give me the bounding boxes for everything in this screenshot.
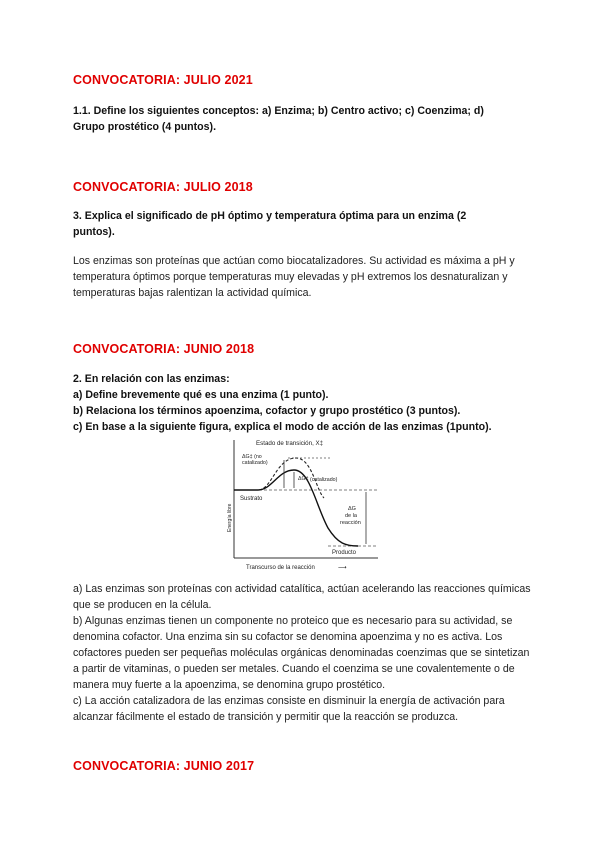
y-axis-label: Energía libre xyxy=(227,503,233,532)
uncatalyzed-label: ΔG‡ (no xyxy=(242,454,262,460)
x-axis-arrow-icon: ⟶ xyxy=(338,565,347,571)
question-line: 2. En relación con las enzimas: xyxy=(73,373,230,385)
catalyzed-tag: (catalizado) xyxy=(310,477,338,483)
product-label: Producto xyxy=(332,550,357,556)
energy-diagram xyxy=(228,436,380,572)
transition-label: Estado de transición, X‡ xyxy=(256,440,324,447)
section-heading: CONVOCATORIA: JULIO 2021 xyxy=(73,73,253,87)
x-axis-label: Transcurso de la reacción xyxy=(246,565,315,571)
enzyme-energy-figure xyxy=(228,436,380,572)
question-text: 3. Explica el significado de pH óptimo y temperatura óptima para un enzima (2 puntos). xyxy=(73,210,467,238)
catalyzed-label: ΔG‡ xyxy=(298,476,309,482)
question-line: c) En base a la siguiente figura, explica el modo de acción de las enzimas (1punto). xyxy=(73,421,492,433)
section-heading: CONVOCATORIA: JULIO 2018 xyxy=(73,180,253,194)
question-line: b) Relaciona los términos apoenzima, cofactor y grupo prostético (3 puntos). xyxy=(73,405,461,417)
question-block xyxy=(73,371,553,435)
delta-g-label: ΔG xyxy=(348,506,356,512)
delta-g-label: reacción xyxy=(340,520,361,526)
answers-block xyxy=(73,581,535,725)
answer-paragraph: c) La acción catalizadora de las enzimas consiste en disminuir la energía de activación para alcanzar fácilmente el estado de transición y permitir que la reacción se produzca. xyxy=(73,695,505,723)
answer-paragraph: b) Algunas enzimas tienen un componente no proteico que es necesario para su actividad, se denomina cofactor. Una enzima sin su cofactor se denomina apoenzima y no es activa. Los cofactores pueden ser pequeñas moléculas orgánicas denominadas coenzimas que se sintetizan a partir de vitaminas, o pueden ser metales. Cuando el coenzima se une covalentemente o de manera muy fuerte a la apoenzima, se denomina grupo prostético. xyxy=(73,615,530,691)
question-line: a) Define brevemente qué es una enzima (1 punto). xyxy=(73,389,329,401)
answer-paragraph: a) Las enzimas son proteínas con actividad catalítica, actúan acelerando las reacciones químicas que se producen en la célula. xyxy=(73,583,531,611)
delta-g-label: de la xyxy=(345,513,357,519)
uncatalyzed-label: catalizado) xyxy=(242,460,268,466)
answer-paragraph: Los enzimas son proteínas que actúan como biocatalizadores. Su actividad es máxima a pH y temperatura óptimos porque temperaturas muy elevadas y pH extremos los desnaturalizan y temperaturas bajas ralentizan la actividad química. xyxy=(73,255,515,299)
substrate-label: Sustrato xyxy=(240,496,263,502)
section-heading: CONVOCATORIA: JUNIO 2017 xyxy=(73,759,255,773)
question-text: 1.1. Define los siguientes conceptos: a) Enzima; b) Centro activo; c) Coenzima; d) Grupo prostético (4 puntos). xyxy=(73,105,484,133)
catalyzed-curve xyxy=(234,470,358,546)
section-heading: CONVOCATORIA: JUNIO 2018 xyxy=(73,342,255,356)
